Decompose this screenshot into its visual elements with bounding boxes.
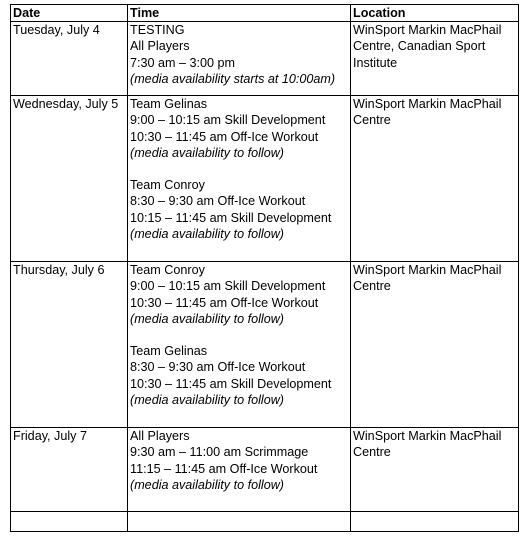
schedule-row	[11, 428, 519, 512]
time-line: 10:30 – 11:45 am Off-Ice Workout	[130, 295, 319, 310]
schedule-body	[11, 22, 519, 532]
date-text: Wednesday, July 5	[13, 97, 119, 112]
location-cell	[351, 22, 519, 96]
block-spacer	[130, 327, 349, 343]
time-line: 9:00 – 10:15 am Skill Development	[130, 113, 326, 128]
location-text: WinSport Markin MacPhail Centre	[353, 429, 502, 460]
schedule-row	[11, 22, 519, 96]
location-cell	[351, 262, 519, 428]
empty-cell	[351, 512, 519, 532]
header-row	[11, 5, 519, 22]
time-line: All Players	[130, 39, 190, 54]
time-cell	[128, 262, 351, 428]
time-line: 9:00 – 10:15 am Skill Development	[130, 279, 326, 294]
media-note: (media availability to follow)	[130, 392, 284, 407]
time-line: 10:15 – 11:45 am Skill Development	[130, 210, 332, 225]
date-cell	[11, 428, 128, 512]
time-line: Team Conroy	[130, 178, 205, 193]
time-line: Team Conroy	[130, 263, 205, 278]
time-line: 8:30 – 9:30 am Off-Ice Workout	[130, 360, 306, 375]
time-line: 11:15 – 11:45 am Off-Ice Workout	[130, 461, 318, 476]
date-text: Thursday, July 6	[13, 263, 105, 278]
media-note: (media availability to follow)	[130, 226, 284, 241]
location-text: WinSport Markin MacPhail Centre, Canadian Sport Institute	[353, 23, 502, 70]
location-text: WinSport Markin MacPhail Centre	[353, 97, 502, 128]
time-line: 10:30 – 11:45 am Skill Development	[130, 376, 332, 391]
time-cell	[128, 22, 351, 96]
header-location: Location	[351, 5, 519, 22]
media-note: (media availability to follow)	[130, 311, 284, 326]
time-line: TESTING	[130, 23, 185, 38]
date-cell	[11, 96, 128, 262]
date-text: Friday, July 7	[13, 429, 87, 444]
media-note: (media availability to follow)	[130, 477, 284, 492]
empty-row	[11, 512, 519, 532]
time-line: Team Gelinas	[130, 344, 207, 359]
header-date: Date	[11, 5, 128, 22]
date-cell	[11, 262, 128, 428]
media-note: (media availability starts at 10:00am)	[130, 71, 336, 86]
block-spacer	[130, 161, 349, 177]
time-line: 8:30 – 9:30 am Off-Ice Workout	[130, 194, 306, 209]
empty-cell	[128, 512, 351, 532]
header-time: Time	[128, 5, 351, 22]
time-line: All Players	[130, 429, 190, 444]
empty-cell	[11, 512, 128, 532]
date-text: Tuesday, July 4	[13, 23, 100, 38]
time-cell	[128, 96, 351, 262]
time-line: 7:30 am – 3:00 pm	[130, 55, 236, 70]
time-cell	[128, 428, 351, 512]
schedule-row	[11, 96, 519, 262]
location-cell	[351, 428, 519, 512]
time-line: 10:30 – 11:45 am Off-Ice Workout	[130, 129, 319, 144]
schedule-table	[10, 4, 519, 532]
location-text: WinSport Markin MacPhail Centre	[353, 263, 502, 294]
media-note: (media availability to follow)	[130, 145, 284, 160]
date-cell	[11, 22, 128, 96]
schedule-row	[11, 262, 519, 428]
location-cell	[351, 96, 519, 262]
time-line: 9:30 am – 11:00 am Scrimmage	[130, 445, 309, 460]
time-line: Team Gelinas	[130, 97, 207, 112]
